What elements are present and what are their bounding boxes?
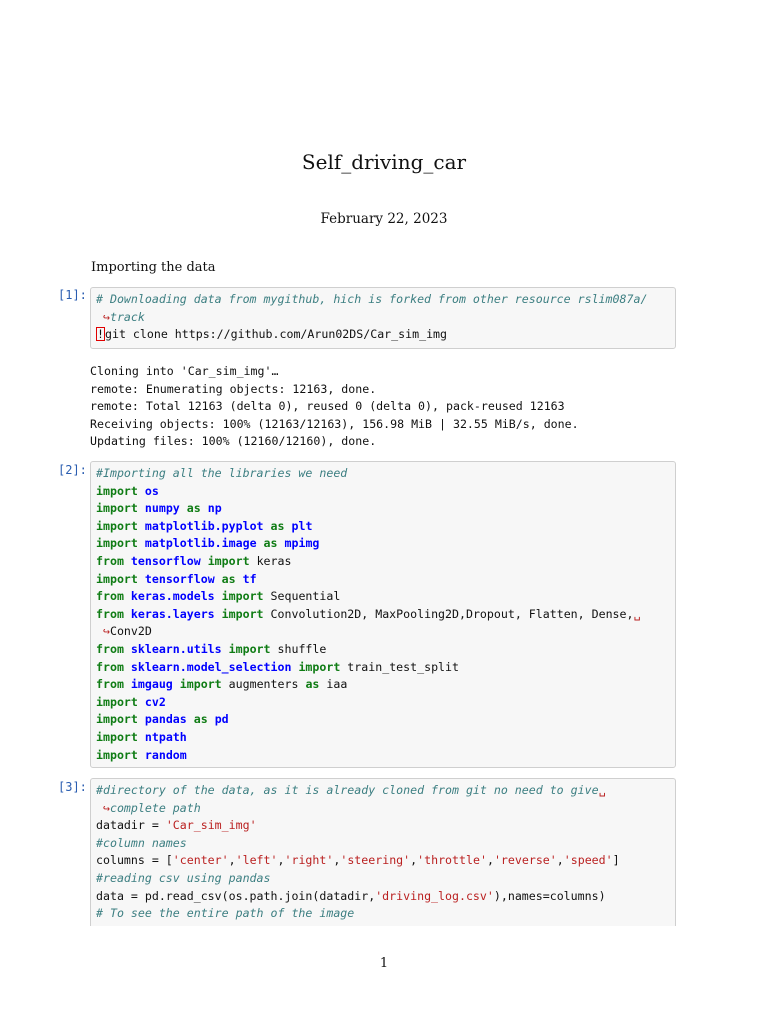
code-token [215, 572, 222, 586]
code-token: import [96, 501, 138, 516]
code-line [96, 711, 229, 729]
code-token [236, 572, 243, 586]
code-token: , [556, 853, 564, 868]
code-token [138, 501, 145, 515]
code-token [264, 519, 271, 533]
code-token [138, 748, 145, 762]
code-token: from [96, 554, 124, 568]
code-token: , [333, 853, 341, 868]
code-token: track [109, 309, 145, 324]
code-token: #directory of the data, as it is already cloned from git no need to give [96, 783, 599, 797]
code-cell-1[interactable] [90, 287, 676, 349]
document-title: Self_driving_car [301, 150, 467, 174]
code-token: ] [612, 853, 620, 868]
code-token [201, 554, 208, 568]
code-token: ␣ [598, 783, 606, 797]
code-token [124, 589, 131, 603]
code-token: datadir = [96, 818, 166, 833]
code-token: from [96, 606, 124, 621]
shell-bang-marker: ! [97, 327, 104, 342]
code-token: keras.layers [130, 606, 215, 621]
code-token: from [96, 642, 124, 656]
code-token [278, 536, 285, 550]
code-token [138, 730, 145, 744]
code-token: iaa [319, 677, 348, 692]
code-token: tensorflow [144, 571, 215, 586]
page-number: 1 [379, 956, 389, 971]
code-token [138, 519, 145, 533]
code-line [96, 571, 257, 589]
code-token: import [228, 642, 271, 656]
code-token: matplotlib.image [144, 536, 257, 551]
code-line [96, 553, 291, 571]
code-token: random [144, 747, 187, 762]
code-token [208, 712, 215, 726]
code-token: tf [242, 571, 257, 586]
code-line [96, 782, 606, 800]
code-token: 'speed' [563, 853, 613, 868]
code-token: import [179, 677, 222, 692]
code-token [138, 484, 145, 498]
code-token: tensorflow [130, 554, 201, 568]
code-token: import [221, 589, 264, 604]
code-token: sklearn.model_selection [130, 659, 292, 674]
code-token: 'driving_log.csv' [375, 888, 494, 903]
code-line [96, 817, 257, 835]
code-line [96, 623, 152, 641]
code-token: import [96, 571, 138, 586]
code-token: from [96, 659, 124, 674]
code-token: ntpath [144, 730, 187, 744]
code-token [124, 642, 131, 656]
code-token: , [486, 853, 494, 868]
code-line [96, 729, 187, 747]
code-token: ↪ [96, 309, 110, 324]
code-line [96, 483, 159, 501]
code-token: columns = [ [96, 853, 173, 868]
code-token: #column names [96, 835, 187, 850]
code-token: # To see the entire path of the image [96, 906, 355, 921]
code-token: data = pd.read_csv(os.path.join(datadir, [96, 888, 376, 903]
code-token [173, 677, 180, 691]
code-token: sklearn.utils [130, 642, 222, 656]
output-line: remote: Enumerating objects: 12163, done. [90, 381, 377, 396]
code-token: ␣ [633, 606, 641, 621]
code-token: np [207, 501, 222, 516]
code-token [215, 607, 222, 621]
code-token: as [263, 536, 278, 551]
code-line [96, 606, 640, 624]
code-token: from [96, 677, 124, 692]
code-token: import [221, 606, 264, 621]
code-token: mpimg [284, 536, 320, 551]
code-line [96, 852, 620, 870]
output-line: Updating files: 100% (12160/12160), done. [90, 434, 377, 449]
code-token: import [96, 518, 138, 533]
code-line [96, 747, 187, 765]
code-token [222, 642, 229, 656]
code-token: Convolution2D, MaxPooling2D,Dropout, Flatten, Dense, [263, 606, 634, 621]
code-line [96, 500, 222, 518]
code-token [201, 501, 208, 515]
code-line [96, 291, 647, 309]
code-token [124, 554, 131, 568]
document-date: February 22, 2023 [320, 211, 448, 227]
code-token: 'left' [235, 853, 278, 868]
code-token [215, 589, 222, 603]
code-line [96, 676, 347, 694]
code-token: numpy [144, 501, 180, 516]
code-token: 'center' [172, 853, 229, 868]
code-token: #reading csv using pandas [96, 871, 271, 885]
code-token: 'Car_sim_img' [165, 818, 257, 833]
code-token: as [193, 712, 208, 727]
code-line [96, 641, 326, 659]
code-token: plt [291, 518, 313, 533]
code-token: 'reverse' [493, 853, 557, 868]
code-line [96, 835, 187, 853]
code-token: import [96, 694, 138, 709]
code-token: import [96, 712, 138, 727]
code-token [138, 536, 145, 550]
cell-prompt-1: [1]: [58, 288, 87, 302]
code-token: from [96, 589, 124, 604]
code-token: as [221, 571, 236, 586]
cell-prompt-2: [2]: [58, 463, 87, 477]
code-line [96, 659, 459, 677]
code-token: 'right' [284, 853, 334, 868]
code-token: pd [214, 712, 229, 727]
output-line: Receiving objects: 100% (12163/12163), 156.98 MiB | 32.55 MiB/s, done. [90, 416, 579, 431]
code-line [96, 588, 340, 606]
code-line [96, 870, 271, 888]
code-token: import [96, 730, 138, 744]
code-line [96, 905, 354, 923]
code-token [138, 695, 145, 709]
code-line [96, 888, 606, 906]
code-token: imgaug [130, 677, 173, 692]
code-token: # Downloading data from mygithub, hich is forked from other resource rslim087a/ [96, 292, 648, 306]
intro-text: Importing the data [91, 260, 216, 275]
code-line [96, 518, 312, 536]
code-line [96, 800, 201, 818]
code-token: as [305, 677, 320, 692]
code-token: import [96, 747, 138, 762]
output-line: Cloning into 'Car_sim_img'… [90, 364, 279, 378]
code-token [180, 501, 187, 515]
code-token: pandas [144, 712, 187, 727]
code-token: keras.models [130, 589, 215, 604]
code-token [124, 677, 131, 691]
cell-prompt-3: [3]: [58, 780, 87, 794]
code-token: #Importing all the libraries we need [96, 466, 348, 480]
code-token: shuffle [270, 642, 327, 656]
code-token: git clone https://github.com/Arun02DS/Car_sim_img [104, 327, 448, 342]
code-line [96, 535, 319, 553]
code-token: cv2 [144, 694, 166, 709]
code-token: , [410, 853, 418, 868]
code-cell-3[interactable] [90, 778, 676, 926]
code-token: Sequential [263, 589, 341, 604]
code-token: , [277, 853, 285, 868]
code-token: matplotlib.pyplot [144, 518, 264, 533]
code-token [257, 536, 264, 550]
code-token: , [228, 853, 236, 868]
code-token: Conv2D [109, 624, 152, 639]
code-token: train_test_split [340, 659, 459, 674]
code-token [124, 660, 131, 674]
code-token: 'steering' [340, 853, 411, 868]
code-cell-2[interactable] [90, 461, 676, 768]
code-token: as [186, 501, 201, 516]
code-token [124, 607, 131, 621]
code-token [138, 572, 145, 586]
code-token: ↪ [96, 624, 110, 639]
output-line: remote: Total 12163 (delta 0), reused 0 (delta 0), pack-reused 12163 [90, 399, 565, 414]
code-token [187, 712, 194, 726]
code-token [138, 712, 145, 726]
code-token: augmenters [221, 677, 306, 692]
code-token: 'throttle' [417, 853, 487, 868]
code-token: as [270, 518, 285, 533]
code-token: os [144, 483, 159, 498]
code-token: complete path [109, 800, 201, 815]
code-token: import [96, 536, 138, 551]
code-token: ),names=columns) [493, 888, 606, 903]
code-token: import [96, 483, 138, 498]
code-token: ↪ [96, 800, 110, 815]
code-token: import [207, 554, 250, 568]
code-line [96, 694, 166, 712]
code-token: keras [249, 554, 292, 568]
code-line [96, 309, 145, 327]
code-line [96, 326, 447, 344]
code-line [96, 465, 347, 483]
code-token: import [298, 659, 341, 674]
